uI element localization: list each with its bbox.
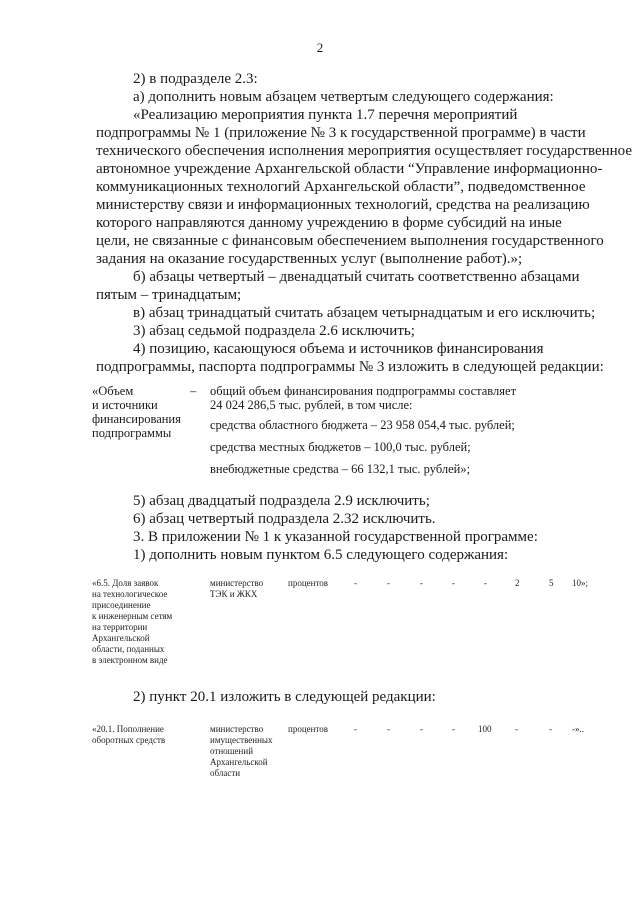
financing-line: средства областного бюджета – 23 958 054,4 тыс. рублей; <box>210 418 515 432</box>
ministry-text: Архангельской <box>210 757 268 767</box>
value-cell: - <box>354 578 357 588</box>
indicator-text: области, поданных <box>92 644 165 654</box>
ministry-text: области <box>210 768 241 778</box>
financing-line: общий объем финансирования подпрограммы составляет <box>210 384 517 398</box>
value-cell: - <box>484 578 487 588</box>
paragraph-2-item-20-1: 2) пункт 20.1 изложить в следующей редакции: <box>133 689 436 705</box>
indicator-text: на территории <box>92 622 148 632</box>
text-line: министерству связи и информационных технологий, средства на реализацию <box>96 197 590 213</box>
unit-text: процентов <box>288 724 329 734</box>
text-line: подпрограммы, паспорта подпрограммы № 3 изложить в следующей редакции: <box>96 359 604 375</box>
value-cell: - <box>354 724 357 734</box>
value-cell: 2 <box>515 578 520 588</box>
value-cell: - <box>452 724 455 734</box>
indicator-text: присоединение <box>92 600 151 610</box>
text-line: пятым – тринадцатым; <box>96 287 242 303</box>
value-cell: - <box>387 578 390 588</box>
ministry-text: министерство <box>210 578 264 588</box>
page-number: 2 <box>316 40 324 55</box>
text-line: которого направляются данному учреждению в форме субсидий на иные <box>96 215 562 231</box>
paragraph-a-add-fourth: а) дополнить новым абзацем четвертым следующего содержания: <box>133 89 554 105</box>
financing-line: внебюджетные средства – 66 132,1 тыс. рублей»; <box>210 462 471 476</box>
ministry-text: отношений <box>210 746 254 756</box>
financing-line: средства местных бюджетов – 100,0 тыс. рублей; <box>210 440 471 454</box>
paragraph-6-exclude: 6) абзац четвертый подраздела 2.32 исключить. <box>133 511 436 527</box>
value-cell: - <box>387 724 390 734</box>
financing-label: подпрограммы <box>92 426 172 440</box>
financing-label: и источники <box>92 398 158 412</box>
paragraph-3-exclude: 3) абзац седьмой подраздела 2.6 исключить; <box>133 323 415 339</box>
value-cell: - <box>452 578 455 588</box>
value-cell: 10»; <box>572 578 589 588</box>
value-cell: - <box>420 578 423 588</box>
indicator-text: в электронном виде <box>92 655 168 665</box>
financing-label: финансирования <box>92 412 181 426</box>
financing-line: 24 024 286,5 тыс. рублей, в том числе: <box>210 398 413 412</box>
unit-text: процентов <box>288 578 329 588</box>
text-line: технического обеспечения исполнения мероприятия осуществляет государственное <box>96 143 633 159</box>
value-cell: -».. <box>572 724 584 734</box>
indicator-text: на технологическое <box>92 589 168 599</box>
ministry-text: имущественных <box>210 735 273 745</box>
text-line: «Реализацию мероприятия пункта 1.7 перечня мероприятий <box>133 107 518 123</box>
text-line: цели, не связанные с финансовым обеспечением выполнения государственного <box>96 233 604 249</box>
ministry-text: ТЭК и ЖКХ <box>210 589 258 599</box>
value-cell: 100 <box>478 724 492 734</box>
paragraph-1-add-6-5: 1) дополнить новым пунктом 6.5 следующего содержания: <box>133 547 509 563</box>
paragraph-3-appendix: 3. В приложении № 1 к указанной государственной программе: <box>133 529 538 545</box>
text-line: коммуникационных технологий Архангельской области”, подведомственное <box>96 179 586 195</box>
indicator-text: Архангельской <box>92 633 150 643</box>
value-cell: - <box>420 724 423 734</box>
indicator-text: оборотных средств <box>92 735 166 745</box>
indicator-text: «20.1. Пополнение <box>92 724 164 734</box>
indicator-text: к инженерным сетям <box>92 611 173 621</box>
ministry-text: министерство <box>210 724 264 734</box>
financing-label: «Объем <box>92 384 134 398</box>
financing-dash: – <box>190 384 197 398</box>
value-cell: 5 <box>549 578 554 588</box>
value-cell: - <box>549 724 552 734</box>
value-cell: - <box>515 724 518 734</box>
text-line: 4) позицию, касающуюся объема и источников финансирования <box>133 341 544 357</box>
paragraph-2-subsection-2-3: 2) в подразделе 2.3: <box>133 71 258 87</box>
paragraph-v-exclude: в) абзац тринадцатый считать абзацем четырнадцатым и его исключить; <box>133 305 596 321</box>
text-line: б) абзацы четвертый – двенадцатый считать соответственно абзацами <box>133 269 580 285</box>
indicator-text: «6.5. Доля заявок <box>92 578 159 588</box>
paragraph-5-exclude: 5) абзац двадцатый подраздела 2.9 исключить; <box>133 493 430 509</box>
text-line: задания на оказание государственных услуг (выполнение работ).»; <box>96 251 523 267</box>
text-line: автономное учреждение Архангельской области “Управление информационно- <box>96 161 603 177</box>
text-line: подпрограммы № 1 (приложение № 3 к государственной программе) в части <box>96 125 586 141</box>
